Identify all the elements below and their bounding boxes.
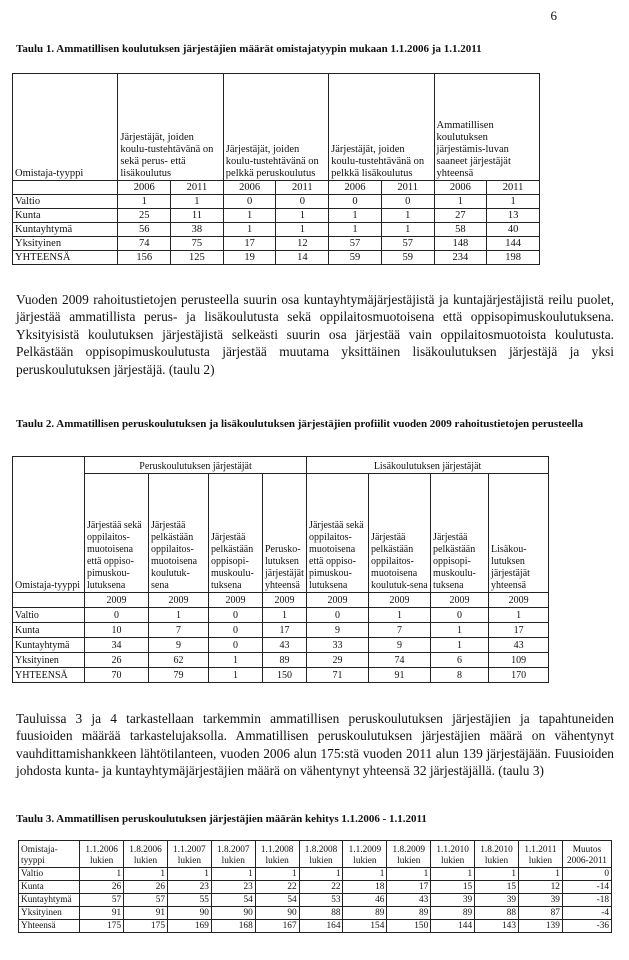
- row-label: Valtio: [19, 868, 80, 881]
- table3-column-header: 1.8.2010 lukien: [475, 841, 519, 868]
- table-cell: 1: [381, 209, 434, 223]
- table2-column-header: Järjestää pelkästään oppilaitos-muotoisena koulutuk-sena: [149, 474, 209, 593]
- table-cell: 70: [85, 668, 149, 683]
- table-cell: 40: [487, 223, 540, 237]
- year-cell: 2009: [369, 593, 431, 608]
- table-row: [13, 608, 549, 623]
- table-cell: 7: [149, 623, 209, 638]
- table-cell: 89: [343, 907, 387, 920]
- table-cell: 1: [489, 608, 549, 623]
- table-cell: 170: [489, 668, 549, 683]
- table-cell: 156: [118, 251, 171, 265]
- table1-group-header: Järjestäjät, joiden koulu-tustehtävänä on sekä perus- että lisäkoulutus: [118, 74, 223, 181]
- year-cell: 2009: [209, 593, 263, 608]
- table-row: [19, 868, 612, 881]
- table-cell: 1: [171, 195, 224, 209]
- year-cell: 2006: [434, 181, 487, 195]
- row-label: Yhteensä: [19, 920, 80, 933]
- table-cell: 91: [369, 668, 431, 683]
- table2-header-row: [13, 474, 549, 593]
- table-cell: 0: [329, 195, 382, 209]
- row-label: Kuntayhtymä: [13, 223, 118, 237]
- table1-year-row: [13, 181, 540, 195]
- table-cell: 15: [431, 881, 475, 894]
- table3-column-header: 1.8.2009 lukien: [387, 841, 431, 868]
- table-row: [19, 894, 612, 907]
- table-cell: 154: [343, 920, 387, 933]
- row-label: Kunta: [19, 881, 80, 894]
- table-cell: 0: [381, 195, 434, 209]
- year-cell: 2009: [85, 593, 149, 608]
- table-cell: 26: [124, 881, 168, 894]
- table2-row-header: Omistaja-tyyppi: [13, 474, 85, 593]
- table-cell: 148: [434, 237, 487, 251]
- table-cell: 0: [223, 195, 276, 209]
- table2-column-header: Järjestää sekä oppilaitos-muotoisena että oppiso-pimuskou-lutuksena: [85, 474, 149, 593]
- table-cell: 90: [167, 907, 211, 920]
- table-cell: 88: [299, 907, 343, 920]
- table-cell: 91: [124, 907, 168, 920]
- table-cell: 74: [369, 653, 431, 668]
- year-cell: 2011: [276, 181, 329, 195]
- table-cell: 150: [263, 668, 307, 683]
- table-cell: 59: [381, 251, 434, 265]
- table-cell: 1: [223, 209, 276, 223]
- table2-column-header: Järjestää sekä oppilaitos-muotoisena että oppiso-pimuskou-lutuksena: [307, 474, 369, 593]
- table-cell: 54: [211, 894, 255, 907]
- row-label: Valtio: [13, 195, 118, 209]
- table-cell: 6: [431, 653, 489, 668]
- table-cell: 39: [431, 894, 475, 907]
- table-cell: 167: [255, 920, 299, 933]
- table-cell: 1: [431, 623, 489, 638]
- table-cell: 139: [518, 920, 562, 933]
- table-cell: 1: [381, 223, 434, 237]
- table1-group-header: Ammatillisen koulutuksen järjestämis-luvan saaneet järjestäjät yhteensä: [434, 74, 539, 181]
- table-cell: 18: [343, 881, 387, 894]
- year-cell: 2011: [171, 181, 224, 195]
- year-cell: 2009: [263, 593, 307, 608]
- table-cell: 1: [475, 868, 519, 881]
- table-cell: 9: [149, 638, 209, 653]
- year-cell: 2011: [381, 181, 434, 195]
- table-cell: 75: [171, 237, 224, 251]
- row-label: YHTEENSÄ: [13, 251, 118, 265]
- table-cell: 53: [299, 894, 343, 907]
- table1: [12, 73, 540, 265]
- table-cell: 1: [223, 223, 276, 237]
- table2-group-header: Peruskoulutuksen järjestäjät: [85, 457, 307, 474]
- table-cell: 1: [276, 209, 329, 223]
- table-cell: 87: [518, 907, 562, 920]
- table1-row-header: Omistaja-tyyppi: [13, 74, 118, 181]
- table-cell: 143: [475, 920, 519, 933]
- table-cell: 39: [475, 894, 519, 907]
- table-cell: 23: [167, 881, 211, 894]
- table-cell: 1: [263, 608, 307, 623]
- table-cell: 0: [209, 638, 263, 653]
- table-row: [13, 623, 549, 638]
- table-cell: 9: [369, 638, 431, 653]
- table2-column-header: Järjestää pelkästään oppilaitos-muotoisena koulutuk-sena: [369, 474, 431, 593]
- table-cell: -4: [562, 907, 611, 920]
- table-cell: 144: [431, 920, 475, 933]
- table-cell: 43: [263, 638, 307, 653]
- table-cell: 57: [124, 894, 168, 907]
- row-label: Valtio: [13, 608, 85, 623]
- row-label: Yksityinen: [19, 907, 80, 920]
- table-row: [13, 209, 540, 223]
- table-cell: 29: [307, 653, 369, 668]
- table-cell: 0: [307, 608, 369, 623]
- table-row: [13, 195, 540, 209]
- table3-column-header: 1.8.2008 lukien: [299, 841, 343, 868]
- table-cell: 169: [167, 920, 211, 933]
- table-cell: 1: [518, 868, 562, 881]
- table2-caption: Taulu 2. Ammatillisen peruskoulutuksen ja lisäkoulutuksen järjestäjien profiilit vuoden 2009 rahoitustietojen perusteella: [16, 418, 584, 430]
- year-cell: 2011: [487, 181, 540, 195]
- table-cell: 90: [211, 907, 255, 920]
- table3-row-header: Omistaja-tyyppi: [19, 841, 80, 868]
- table-cell: 27: [434, 209, 487, 223]
- table-cell: -36: [562, 920, 611, 933]
- table-cell: 1: [255, 868, 299, 881]
- row-label: YHTEENSÄ: [13, 668, 85, 683]
- table-cell: 1: [276, 223, 329, 237]
- table3: [18, 840, 612, 933]
- table-cell: 59: [329, 251, 382, 265]
- table3-column-header: 1.1.2010 lukien: [431, 841, 475, 868]
- year-cell: 2006: [329, 181, 382, 195]
- table-cell: 15: [475, 881, 519, 894]
- table-cell: 11: [171, 209, 224, 223]
- table2-group-header: Lisäkoulutuksen järjestäjät: [307, 457, 549, 474]
- row-label: Kuntayhtymä: [19, 894, 80, 907]
- table-cell: 1: [118, 195, 171, 209]
- page-number: 6: [550, 8, 557, 23]
- table-cell: 71: [307, 668, 369, 683]
- table3-header-row: [19, 841, 612, 868]
- table3-column-header: 1.1.2006 lukien: [80, 841, 124, 868]
- table-cell: 144: [487, 237, 540, 251]
- table-cell: 1: [209, 668, 263, 683]
- table-row: [13, 251, 540, 265]
- table2-column-header: Lisäkou-lutuksen järjestäjät yhteensä: [489, 474, 549, 593]
- table-cell: 88: [475, 907, 519, 920]
- table-cell: -14: [562, 881, 611, 894]
- table-cell: 13: [487, 209, 540, 223]
- table-cell: 109: [489, 653, 549, 668]
- table-cell: 7: [369, 623, 431, 638]
- table-cell: 56: [118, 223, 171, 237]
- table-cell: 46: [343, 894, 387, 907]
- table-cell: 0: [562, 868, 611, 881]
- table2-column-header: Perusko-lutuksen järjestäjät yhteensä: [263, 474, 307, 593]
- table3-column-header: 1.1.2008 lukien: [255, 841, 299, 868]
- table2-column-header: Järjestää pelkästään oppisopi-muskoulu-tuksena: [209, 474, 263, 593]
- table-cell: 43: [387, 894, 431, 907]
- table2-year-row: [13, 593, 549, 608]
- table-cell: 234: [434, 251, 487, 265]
- table-cell: 1: [124, 868, 168, 881]
- table-cell: 62: [149, 653, 209, 668]
- table-cell: 22: [255, 881, 299, 894]
- table3-column-header: 1.8.2007 lukien: [211, 841, 255, 868]
- table-cell: 38: [171, 223, 224, 237]
- table-cell: 34: [85, 638, 149, 653]
- table-cell: 0: [209, 608, 263, 623]
- table-row: [13, 223, 540, 237]
- table-cell: 8: [431, 668, 489, 683]
- table-cell: 0: [209, 623, 263, 638]
- table-cell: 54: [255, 894, 299, 907]
- table-cell: 17: [387, 881, 431, 894]
- year-cell: 2009: [307, 593, 369, 608]
- year-cell: 2006: [223, 181, 276, 195]
- table2-column-header: Järjestää pelkästään oppisopi-muskoulu-tuksena: [431, 474, 489, 593]
- table-cell: 57: [381, 237, 434, 251]
- table-cell: 74: [118, 237, 171, 251]
- table3-column-header: 1.8.2006 lukien: [124, 841, 168, 868]
- table-cell: 17: [223, 237, 276, 251]
- table-cell: 1: [434, 195, 487, 209]
- table-cell: 33: [307, 638, 369, 653]
- table-cell: 1: [343, 868, 387, 881]
- table-cell: 1: [80, 868, 124, 881]
- table-cell: 10: [85, 623, 149, 638]
- table-row: [13, 237, 540, 251]
- table-cell: 1: [387, 868, 431, 881]
- table3-column-header: Muutos 2006-2011: [562, 841, 611, 868]
- table-cell: 26: [85, 653, 149, 668]
- table-cell: 89: [263, 653, 307, 668]
- table-cell: 89: [387, 907, 431, 920]
- table-cell: 0: [85, 608, 149, 623]
- table-cell: -18: [562, 894, 611, 907]
- table-cell: 1: [211, 868, 255, 881]
- table-cell: 164: [299, 920, 343, 933]
- table-cell: 12: [276, 237, 329, 251]
- table1-caption: Taulu 1. Ammatillisen koulutuksen järjestäjien määrät omistajatyypin mukaan 1.1.2006 ja 1.1.2011: [16, 43, 482, 55]
- table-cell: 1: [487, 195, 540, 209]
- table-cell: 1: [329, 209, 382, 223]
- row-label: Yksityinen: [13, 237, 118, 251]
- table-row: [19, 907, 612, 920]
- table1-header-row: [13, 74, 540, 181]
- row-label: Kunta: [13, 623, 85, 638]
- table-cell: 14: [276, 251, 329, 265]
- table-cell: 125: [171, 251, 224, 265]
- table-cell: 1: [431, 868, 475, 881]
- table2-group-row: [13, 457, 549, 474]
- table-cell: 1: [369, 608, 431, 623]
- table1-group-header: Järjestäjät, joiden koulu-tustehtävänä on pelkkä lisäkoulutus: [329, 74, 434, 181]
- year-cell: 2009: [149, 593, 209, 608]
- table2: [12, 456, 549, 683]
- table-cell: 12: [518, 881, 562, 894]
- table-cell: 79: [149, 668, 209, 683]
- table-cell: 23: [211, 881, 255, 894]
- table1-group-header: Järjestäjät, joiden koulu-tustehtävänä on pelkkä peruskoulutus: [223, 74, 328, 181]
- table-cell: 1: [299, 868, 343, 881]
- table-cell: 26: [80, 881, 124, 894]
- table-cell: 25: [118, 209, 171, 223]
- table-cell: 22: [299, 881, 343, 894]
- table-row: [13, 668, 549, 683]
- year-cell: 2009: [489, 593, 549, 608]
- table-cell: 168: [211, 920, 255, 933]
- table3-column-header: 1.1.2011 lukien: [518, 841, 562, 868]
- table-cell: 1: [329, 223, 382, 237]
- year-cell: 2006: [118, 181, 171, 195]
- table-cell: 198: [487, 251, 540, 265]
- table3-column-header: 1.1.2009 lukien: [343, 841, 387, 868]
- table-cell: 58: [434, 223, 487, 237]
- row-label: Yksityinen: [13, 653, 85, 668]
- row-label: Kuntayhtymä: [13, 638, 85, 653]
- row-label: Kunta: [13, 209, 118, 223]
- table-cell: 1: [209, 653, 263, 668]
- table-cell: 90: [255, 907, 299, 920]
- table-row: [13, 638, 549, 653]
- table-cell: 1: [431, 638, 489, 653]
- table-cell: 91: [80, 907, 124, 920]
- table3-caption: Taulu 3. Ammatillisen peruskoulutuksen järjestäjien määrän kehitys 1.1.2006 - 1.1.2011: [16, 813, 427, 825]
- year-cell: 2009: [431, 593, 489, 608]
- table-cell: 175: [124, 920, 168, 933]
- table-row: [19, 920, 612, 933]
- table-cell: 9: [307, 623, 369, 638]
- table-cell: 150: [387, 920, 431, 933]
- table-cell: 43: [489, 638, 549, 653]
- paragraph-1: Vuoden 2009 rahoitustietojen perusteella suurin osa kuntayhtymäjärjestäjistä ja kuntajärjestäjistä reilu puolet, järjestää ammatillista perus- ja lisäkoulutusta sekä oppilaitosmuotoisena että oppisopimuskoulutuksena. Yksityisistä koulutuksen järjestäjistä selkeästi suurin osa järjestää vain oppilaitosmuotoista koulutusta. Pelkästään oppisopimuskoulutusta järjestää muutama yksittäinen lisäkoulutuksen järjestäjä ja yksi peruskoulutuksen järjestäjä. (taulu 2): [16, 292, 614, 377]
- table-cell: 17: [489, 623, 549, 638]
- table-cell: 1: [167, 868, 211, 881]
- table-cell: 55: [167, 894, 211, 907]
- table-cell: 1: [149, 608, 209, 623]
- table-cell: 17: [263, 623, 307, 638]
- paragraph-2: Tauluissa 3 ja 4 tarkastellaan tarkemmin ammatillisen peruskoulutuksen järjestäjien ja tapahtuneiden fuusioiden määrää tarkastelujaksolla. Ammatillisen peruskoulutuksen järjestäjien määrä on vähentynyt vauhdittamishankkeen lähtötilanteen, vuoden 2006 alun 175:stä vuoden 2011 alun 139 järjestäjään. Fuusioiden johdosta kunta- ja kuntayhtymäjärjestäjien määrä on vähentynyt yhteensä 32 järjestäjällä. (taulu 3): [16, 711, 614, 779]
- table-cell: 57: [329, 237, 382, 251]
- table-cell: 0: [431, 608, 489, 623]
- table-row: [13, 653, 549, 668]
- table-cell: 57: [80, 894, 124, 907]
- table-cell: 0: [276, 195, 329, 209]
- table3-column-header: 1.1.2007 lukien: [167, 841, 211, 868]
- table-cell: 175: [80, 920, 124, 933]
- table-row: [19, 881, 612, 894]
- table-cell: 19: [223, 251, 276, 265]
- table-cell: 89: [431, 907, 475, 920]
- table-cell: 39: [518, 894, 562, 907]
